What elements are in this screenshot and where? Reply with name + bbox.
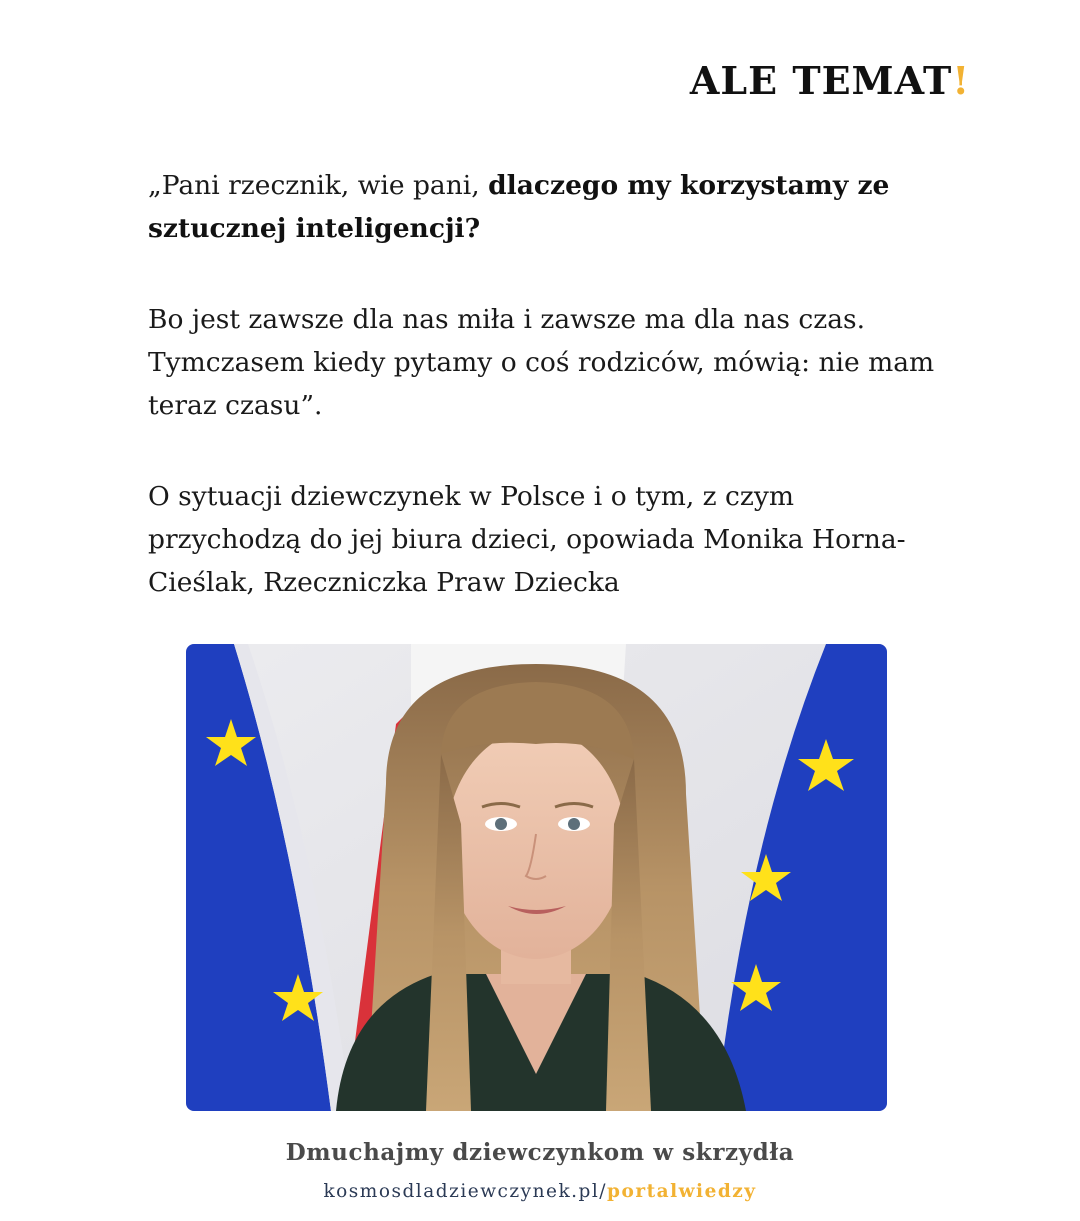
portrait-photo xyxy=(186,644,887,1111)
brand-title: ALE TEMAT xyxy=(689,58,953,103)
face xyxy=(446,729,626,959)
brand-exclamation: ! xyxy=(952,58,970,103)
brand-logo xyxy=(690,58,970,103)
footer-tagline: Dmuchajmy dziewczynkom w skrzydła xyxy=(285,1139,795,1166)
description-paragraph: O sytuacji dziewczynek w Polsce i o tym, z czym przychodzą do jej biura dzieci, opowiada Monika Horna-Cieślak, Rzeczniczka Praw Dziecka xyxy=(148,481,906,598)
quote-paragraph-2: Bo jest zawsze dla nas miła i zawsze ma dla nas czas. Tymczasem kiedy pytamy o coś rodziców, mówią: nie mam teraz czasu”. xyxy=(148,304,935,421)
quote-bold: dlaczego my korzystamy ze sztucznej inteligencji? xyxy=(148,170,890,244)
quote-intro: „Pani rzecznik, wie pani, xyxy=(148,170,489,201)
url-main: kosmosdladziewczynek.pl/ xyxy=(323,1181,608,1202)
portrait-illustration xyxy=(186,644,887,1111)
spacer xyxy=(148,427,948,475)
spacer xyxy=(148,250,948,298)
footer-url[interactable] xyxy=(0,1181,1080,1202)
quote-paragraph-1 xyxy=(148,164,948,250)
main-text xyxy=(148,164,948,604)
url-highlight: portalwiedzy xyxy=(607,1181,757,1202)
